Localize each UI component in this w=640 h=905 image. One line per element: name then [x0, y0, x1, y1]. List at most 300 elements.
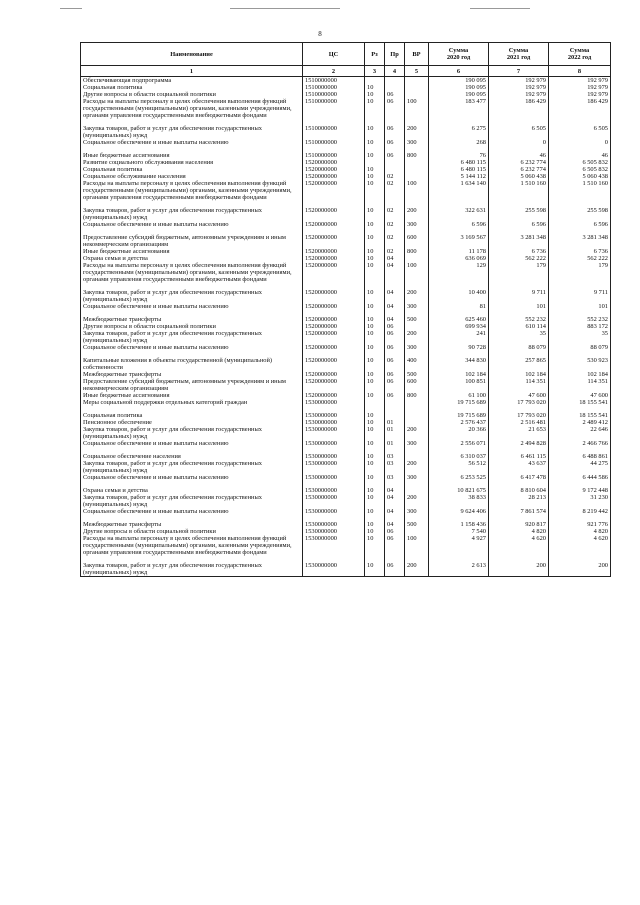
cell-sum-2020: 102 184: [429, 371, 489, 378]
table-row: [81, 152, 611, 159]
table-row: [81, 487, 611, 494]
cell-sum-2020: 10 821 675: [429, 487, 489, 494]
cell-sum-2021: 102 184: [489, 371, 549, 378]
cell-pr: [385, 159, 405, 166]
cell-vr: [405, 487, 429, 494]
cell-sum-2022: 6 488 861: [549, 453, 611, 460]
cell-rz: 10: [365, 221, 385, 228]
cell-cs: 1530000000: [303, 460, 365, 474]
cell-pr: [385, 166, 405, 173]
cell-rz: 10: [365, 248, 385, 255]
cell-cs: 1530000000: [303, 535, 365, 556]
table-body: [81, 77, 611, 577]
cell-sum-2020: 1 634 140: [429, 180, 489, 201]
cell-sum-2022: 4 820: [549, 528, 611, 535]
cell-sum-2022: 6 505 832: [549, 159, 611, 166]
cell-rz: 10: [365, 460, 385, 474]
cell-sum-2021: 3 281 348: [489, 234, 549, 248]
cell-name: Расходы на выплаты персоналу в целях обеспечения выполнения функций государственными (муниципальными) органами, казенными учреждениями, органами управления государственными внебюджетными фондами: [81, 535, 303, 556]
cell-rz: 10: [365, 508, 385, 515]
table-row: [81, 357, 611, 371]
cell-sum-2021: 9 711: [489, 289, 549, 303]
cell-pr: 03: [385, 474, 405, 481]
cell-pr: [385, 399, 405, 406]
table-row: [81, 166, 611, 173]
cell-sum-2021: 0: [489, 139, 549, 146]
cell-sum-2020: 90 728: [429, 344, 489, 351]
cell-cs: 1530000000: [303, 562, 365, 577]
cell-sum-2022: 562 222: [549, 255, 611, 262]
cell-rz: 10: [365, 180, 385, 201]
cell-pr: 06: [385, 344, 405, 351]
cell-name: Охрана семьи и детства: [81, 487, 303, 494]
cell-sum-2021: 562 222: [489, 255, 549, 262]
cell-name: Охрана семьи и детства: [81, 255, 303, 262]
cell-cs: 1520000000: [303, 330, 365, 344]
cell-sum-2021: 21 653: [489, 426, 549, 440]
cell-pr: 06: [385, 378, 405, 392]
cell-sum-2020: 190 095: [429, 84, 489, 91]
column-number: 7: [489, 66, 549, 77]
cell-vr: [405, 323, 429, 330]
cell-sum-2022: 102 184: [549, 371, 611, 378]
cell-rz: 10: [365, 139, 385, 146]
cell-sum-2021: 46: [489, 152, 549, 159]
cell-sum-2021: 7 861 574: [489, 508, 549, 515]
cell-rz: 10: [365, 289, 385, 303]
cell-cs: 1520000000: [303, 166, 365, 173]
cell-vr: 300: [405, 139, 429, 146]
header-rz: Рз: [365, 43, 385, 66]
cell-pr: 06: [385, 357, 405, 371]
cell-name: Социальная политика: [81, 84, 303, 91]
header-vr: ВР: [405, 43, 429, 66]
cell-rz: 10: [365, 440, 385, 447]
cell-sum-2022: 192 979: [549, 84, 611, 91]
cell-vr: 300: [405, 344, 429, 351]
column-number-row: [81, 66, 611, 77]
cell-sum-2021: 114 351: [489, 378, 549, 392]
table-row: [81, 234, 611, 248]
cell-sum-2021: 192 979: [489, 77, 549, 85]
cell-vr: 200: [405, 562, 429, 577]
cell-pr: 03: [385, 460, 405, 474]
cell-vr: [405, 77, 429, 85]
cell-sum-2021: 2 494 828: [489, 440, 549, 447]
column-number: 5: [405, 66, 429, 77]
cell-rz: 10: [365, 255, 385, 262]
cell-name: Иные бюджетные ассигнования: [81, 392, 303, 399]
cell-name: Закупка товаров, работ и услуг для обеспечения государственных (муниципальных) нужд: [81, 562, 303, 577]
cell-sum-2022: 101: [549, 303, 611, 310]
cell-vr: [405, 412, 429, 419]
cell-sum-2020: 11 178: [429, 248, 489, 255]
cell-cs: 1520000000: [303, 316, 365, 323]
cell-sum-2020: 241: [429, 330, 489, 344]
cell-rz: 10: [365, 528, 385, 535]
table-row: [81, 77, 611, 85]
cell-cs: 1510000000: [303, 84, 365, 91]
cell-sum-2022: 44 275: [549, 460, 611, 474]
table-row: [81, 316, 611, 323]
cell-vr: 800: [405, 152, 429, 159]
table-row: [81, 392, 611, 399]
cell-name: Социальное обеспечение и иные выплаты населению: [81, 440, 303, 447]
cell-vr: 200: [405, 289, 429, 303]
cell-name: Капитальные вложения в объекты государственной (муниципальной) собственности: [81, 357, 303, 371]
cell-name: Социальная политика: [81, 166, 303, 173]
cell-sum-2021: 6 596: [489, 221, 549, 228]
cell-sum-2021: 6 736: [489, 248, 549, 255]
cell-sum-2021: 88 079: [489, 344, 549, 351]
header-sum-2022-line1: Сумма: [569, 47, 590, 54]
cell-pr: 06: [385, 125, 405, 139]
table-row: [81, 440, 611, 447]
cell-sum-2021: 17 793 020: [489, 412, 549, 419]
cell-pr: 04: [385, 289, 405, 303]
header-name: Наименование: [81, 43, 303, 66]
cell-name: Закупка товаров, работ и услуг для обеспечения государственных (муниципальных) нужд: [81, 330, 303, 344]
cell-rz: [365, 159, 385, 166]
table-row: [81, 248, 611, 255]
table-row: [81, 84, 611, 91]
table-row: [81, 159, 611, 166]
cell-sum-2020: 61 100: [429, 392, 489, 399]
cell-name: Социальное обеспечение и иные выплаты населению: [81, 474, 303, 481]
table-row: [81, 344, 611, 351]
cell-sum-2020: 190 095: [429, 77, 489, 85]
cell-rz: 10: [365, 323, 385, 330]
cell-sum-2022: 9 711: [549, 289, 611, 303]
cell-pr: 04: [385, 255, 405, 262]
cell-name: Закупка товаров, работ и услуг для обеспечения государственных (муниципальных) нужд: [81, 426, 303, 440]
cell-sum-2020: 636 069: [429, 255, 489, 262]
cell-sum-2021: 255 598: [489, 207, 549, 221]
cell-vr: 300: [405, 440, 429, 447]
cell-cs: 1530000000: [303, 453, 365, 460]
cell-name: Другие вопросы в области социальной политики: [81, 323, 303, 330]
cell-name: Обеспечивающая подпрограмма: [81, 77, 303, 85]
scan-mark-left: [60, 8, 82, 9]
cell-rz: 10: [365, 303, 385, 310]
cell-name: Социальная политика: [81, 412, 303, 419]
cell-sum-2021: 35: [489, 330, 549, 344]
cell-pr: 02: [385, 248, 405, 255]
budget-table: [80, 42, 611, 577]
table-row: [81, 125, 611, 139]
header-sum-2021-line1: Сумма: [508, 47, 529, 54]
cell-sum-2022: 200: [549, 562, 611, 577]
cell-cs: 1520000000: [303, 173, 365, 180]
cell-rz: 10: [365, 173, 385, 180]
cell-vr: 800: [405, 392, 429, 399]
cell-rz: 10: [365, 371, 385, 378]
cell-cs: 1530000000: [303, 474, 365, 481]
cell-cs: 1510000000: [303, 139, 365, 146]
cell-sum-2022: 6 505 832: [549, 166, 611, 173]
cell-sum-2021: 257 865: [489, 357, 549, 371]
cell-cs: 1520000000: [303, 159, 365, 166]
cell-sum-2022: 921 776: [549, 521, 611, 528]
cell-vr: 500: [405, 316, 429, 323]
table-row: [81, 139, 611, 146]
table-row: [81, 378, 611, 392]
cell-sum-2020: 2 613: [429, 562, 489, 577]
cell-sum-2020: 4 927: [429, 535, 489, 556]
cell-vr: 100: [405, 180, 429, 201]
cell-sum-2021: 1 510 160: [489, 180, 549, 201]
cell-pr: [385, 412, 405, 419]
cell-sum-2020: 19 715 689: [429, 412, 489, 419]
cell-name: Закупка товаров, работ и услуг для обеспечения государственных (муниципальных) нужд: [81, 125, 303, 139]
cell-pr: 02: [385, 173, 405, 180]
cell-rz: 10: [365, 262, 385, 283]
cell-sum-2021: 8 810 604: [489, 487, 549, 494]
cell-sum-2021: 192 979: [489, 84, 549, 91]
cell-pr: 04: [385, 303, 405, 310]
cell-cs: 1520000000: [303, 255, 365, 262]
cell-sum-2021: 17 793 020: [489, 399, 549, 406]
cell-vr: 200: [405, 207, 429, 221]
cell-sum-2020: 344 830: [429, 357, 489, 371]
table-row: [81, 460, 611, 474]
cell-sum-2020: 7 540: [429, 528, 489, 535]
cell-pr: [385, 84, 405, 91]
cell-cs: 1530000000: [303, 521, 365, 528]
cell-rz: 10: [365, 234, 385, 248]
cell-pr: 06: [385, 139, 405, 146]
cell-cs: 1520000000: [303, 262, 365, 283]
cell-sum-2022: 2 489 412: [549, 419, 611, 426]
cell-sum-2021: 6 505: [489, 125, 549, 139]
table-row: [81, 262, 611, 283]
cell-sum-2022: 2 466 766: [549, 440, 611, 447]
cell-name: Социальное обеспечение и иные выплаты населению: [81, 344, 303, 351]
cell-pr: 04: [385, 487, 405, 494]
cell-cs: 1520000000: [303, 289, 365, 303]
cell-sum-2022: 1 510 160: [549, 180, 611, 201]
cell-sum-2021: 5 060 438: [489, 173, 549, 180]
scan-mark-center: [230, 8, 340, 9]
cell-sum-2021: 6 232 774: [489, 166, 549, 173]
cell-cs: 1510000000: [303, 91, 365, 98]
cell-sum-2022: 9 172 448: [549, 487, 611, 494]
cell-cs: 1520000000: [303, 371, 365, 378]
cell-cs: 1530000000: [303, 440, 365, 447]
cell-sum-2021: 552 232: [489, 316, 549, 323]
header-sum-2021-line2: 2021 год: [506, 54, 531, 61]
cell-sum-2022: 4 620: [549, 535, 611, 556]
cell-sum-2022: 114 351: [549, 378, 611, 392]
cell-cs: 1520000000: [303, 378, 365, 392]
cell-name: Иные бюджетные ассигнования: [81, 152, 303, 159]
cell-vr: 800: [405, 248, 429, 255]
cell-rz: 10: [365, 330, 385, 344]
scan-mark-right: [470, 8, 530, 9]
cell-rz: 10: [365, 84, 385, 91]
header-sum-2022: [549, 43, 611, 66]
cell-name: Предоставление субсидий бюджетным, автономным учреждениям и иным некоммерческим организациям: [81, 234, 303, 248]
header-row: [81, 43, 611, 66]
cell-pr: 06: [385, 91, 405, 98]
cell-sum-2020: 6 310 037: [429, 453, 489, 460]
table-row: [81, 521, 611, 528]
cell-vr: 200: [405, 494, 429, 508]
table-row: [81, 426, 611, 440]
cell-name: Расходы на выплаты персоналу в целях обеспечения выполнения функций государственными (муниципальными) органами, казенными учреждениями, органами управления государственными внебюджетными фондами: [81, 98, 303, 119]
cell-name: Закупка товаров, работ и услуг для обеспечения государственных (муниципальных) нужд: [81, 289, 303, 303]
cell-vr: 400: [405, 357, 429, 371]
cell-pr: 03: [385, 453, 405, 460]
cell-sum-2021: 28 213: [489, 494, 549, 508]
cell-vr: [405, 419, 429, 426]
cell-sum-2022: 0: [549, 139, 611, 146]
cell-sum-2020: 5 144 112: [429, 173, 489, 180]
table-row: [81, 323, 611, 330]
cell-cs: 1520000000: [303, 234, 365, 248]
table-row: [81, 255, 611, 262]
cell-sum-2022: 6 505: [549, 125, 611, 139]
cell-sum-2022: 5 060 438: [549, 173, 611, 180]
table-row: [81, 399, 611, 406]
cell-pr: 01: [385, 419, 405, 426]
cell-pr: 06: [385, 528, 405, 535]
cell-sum-2020: 38 833: [429, 494, 489, 508]
cell-name: Предоставление субсидий бюджетным, автономным учреждениям и иным некоммерческим организациям: [81, 378, 303, 392]
cell-sum-2020: 6 275: [429, 125, 489, 139]
cell-name: Социальное обеспечение и иные выплаты населению: [81, 508, 303, 515]
cell-sum-2022: 530 923: [549, 357, 611, 371]
cell-rz: 10: [365, 494, 385, 508]
cell-cs: 1530000000: [303, 426, 365, 440]
cell-cs: 1520000000: [303, 344, 365, 351]
column-number: 2: [303, 66, 365, 77]
cell-sum-2020: 129: [429, 262, 489, 283]
cell-name: Закупка товаров, работ и услуг для обеспечения государственных (муниципальных) нужд: [81, 207, 303, 221]
cell-sum-2020: 6 253 525: [429, 474, 489, 481]
cell-sum-2022: 6 444 586: [549, 474, 611, 481]
cell-pr: 06: [385, 323, 405, 330]
cell-sum-2022: 31 230: [549, 494, 611, 508]
cell-sum-2021: 4 620: [489, 535, 549, 556]
cell-cs: 1520000000: [303, 357, 365, 371]
cell-sum-2020: 2 576 437: [429, 419, 489, 426]
cell-name: Пенсионное обеспечение: [81, 419, 303, 426]
cell-vr: 500: [405, 521, 429, 528]
cell-name: Социальное обеспечение и иные выплаты населению: [81, 303, 303, 310]
cell-pr: 04: [385, 494, 405, 508]
cell-sum-2020: 3 169 567: [429, 234, 489, 248]
table-row: [81, 303, 611, 310]
cell-vr: 100: [405, 98, 429, 119]
cell-pr: 06: [385, 152, 405, 159]
header-sum-2020-line1: Сумма: [448, 47, 469, 54]
cell-pr: 02: [385, 207, 405, 221]
cell-vr: [405, 159, 429, 166]
cell-pr: [385, 77, 405, 85]
cell-vr: [405, 453, 429, 460]
cell-sum-2020: 6 480 115: [429, 159, 489, 166]
cell-pr: 02: [385, 234, 405, 248]
cell-name: Социальное обеспечение и иные выплаты населению: [81, 139, 303, 146]
cell-rz: 10: [365, 125, 385, 139]
cell-sum-2020: 625 460: [429, 316, 489, 323]
cell-sum-2020: 10 400: [429, 289, 489, 303]
cell-sum-2022: 47 600: [549, 392, 611, 399]
cell-sum-2021: 101: [489, 303, 549, 310]
cell-sum-2022: 186 429: [549, 98, 611, 119]
table-row: [81, 528, 611, 535]
cell-rz: 10: [365, 392, 385, 399]
cell-name: Межбюджетные трансферты: [81, 371, 303, 378]
cell-pr: 06: [385, 98, 405, 119]
table-row: [81, 207, 611, 221]
cell-pr: 06: [385, 392, 405, 399]
cell-sum-2022: 192 979: [549, 77, 611, 85]
cell-sum-2021: 47 600: [489, 392, 549, 399]
cell-vr: [405, 91, 429, 98]
cell-vr: [405, 166, 429, 173]
cell-rz: [365, 77, 385, 85]
cell-vr: 300: [405, 221, 429, 228]
header-sum-2020: [429, 43, 489, 66]
cell-cs: 1520000000: [303, 221, 365, 228]
column-number: 6: [429, 66, 489, 77]
cell-vr: 300: [405, 474, 429, 481]
cell-cs: 1520000000: [303, 303, 365, 310]
cell-sum-2021: 6 232 774: [489, 159, 549, 166]
cell-name: Социальное обслуживание населения: [81, 173, 303, 180]
cell-sum-2020: 2 556 071: [429, 440, 489, 447]
cell-name: Межбюджетные трансферты: [81, 316, 303, 323]
cell-vr: 200: [405, 125, 429, 139]
cell-rz: 10: [365, 166, 385, 173]
cell-cs: 1520000000: [303, 248, 365, 255]
cell-sum-2022: 18 155 541: [549, 412, 611, 419]
cell-cs: 1530000000: [303, 494, 365, 508]
cell-vr: 200: [405, 460, 429, 474]
cell-sum-2020: 81: [429, 303, 489, 310]
cell-sum-2022: 6 736: [549, 248, 611, 255]
cell-rz: 10: [365, 91, 385, 98]
column-number: 8: [549, 66, 611, 77]
cell-pr: 06: [385, 535, 405, 556]
cell-sum-2022: 6 596: [549, 221, 611, 228]
header-pr: Пр: [385, 43, 405, 66]
cell-cs: 1530000000: [303, 487, 365, 494]
cell-sum-2020: 56 512: [429, 460, 489, 474]
cell-sum-2022: 192 979: [549, 91, 611, 98]
cell-name: Расходы на выплаты персоналу в целях обеспечения выполнения функций государственными (муниципальными) органами, казенными учреждениями, органами управления государственными внебюджетными фондами: [81, 180, 303, 201]
cell-sum-2022: 35: [549, 330, 611, 344]
cell-sum-2022: 22 646: [549, 426, 611, 440]
table-row: [81, 508, 611, 515]
cell-cs: 1520000000: [303, 180, 365, 201]
table-row: [81, 474, 611, 481]
cell-cs: 1520000000: [303, 207, 365, 221]
cell-sum-2020: 9 624 406: [429, 508, 489, 515]
cell-cs: 1530000000: [303, 508, 365, 515]
cell-rz: 10: [365, 521, 385, 528]
table-row: [81, 412, 611, 419]
cell-sum-2021: 610 114: [489, 323, 549, 330]
cell-cs: 1530000000: [303, 412, 365, 419]
header-sum-2020-line2: 2020 год: [446, 54, 471, 61]
table-row: [81, 419, 611, 426]
cell-vr: 100: [405, 262, 429, 283]
cell-sum-2021: 920 817: [489, 521, 549, 528]
cell-rz: 10: [365, 357, 385, 371]
